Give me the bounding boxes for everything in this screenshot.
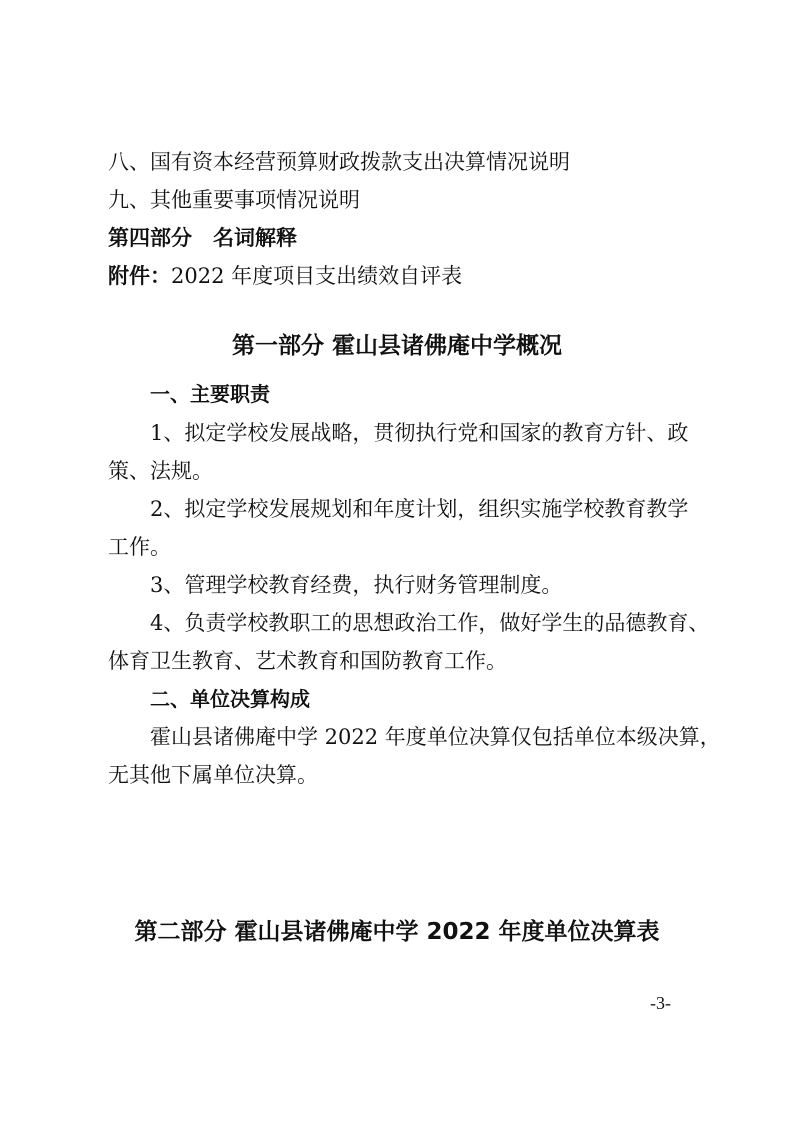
- page-number: -3-: [650, 993, 671, 1013]
- duty-1-line2: 策、法规。: [108, 459, 213, 483]
- part2-title: 第二部分 霍山县诸佛庵中学 2022 年度单位决算表: [134, 919, 660, 945]
- attachment-label: 附件：: [108, 264, 171, 288]
- toc-part-4: 第四部分 名词解释: [108, 226, 297, 250]
- duty-4-line1: 4、负责学校教职工的思想政治工作，做好学生的品德教育、: [150, 611, 710, 635]
- duty-1-line1: 1、拟定学校发展战略，贯彻执行党和国家的教育方针、政: [150, 421, 689, 445]
- section1-heading: 一、主要职责: [150, 382, 270, 406]
- toc-item-9: 九、其他重要事项情况说明: [108, 188, 360, 212]
- part1-title: 第一部分 霍山县诸佛庵中学概况: [231, 333, 562, 359]
- duty-3-line1: 3、管理学校教育经费，执行财务管理制度。: [150, 573, 563, 597]
- toc-attachment: [108, 262, 462, 290]
- duty-2-line1: 2、拟定学校发展规划和年度计划，组织实施学校教育教学: [150, 497, 689, 521]
- toc-item-8: 八、国有资本经营预算财政拨款支出决算情况说明: [108, 150, 570, 174]
- attachment-text: 2022 年度项目支出绩效自评表: [171, 264, 463, 288]
- duty-2-line2: 工作。: [108, 535, 171, 559]
- section2-heading: 二、单位决算构成: [150, 687, 310, 711]
- section2-body-line2: 无其他下属单位决算。: [108, 763, 318, 787]
- duty-4-line2: 体育卫生教育、艺术教育和国防教育工作。: [108, 649, 507, 673]
- section2-body-line1: 霍山县诸佛庵中学 2022 年度单位决算仅包括单位本级决算，: [150, 725, 721, 749]
